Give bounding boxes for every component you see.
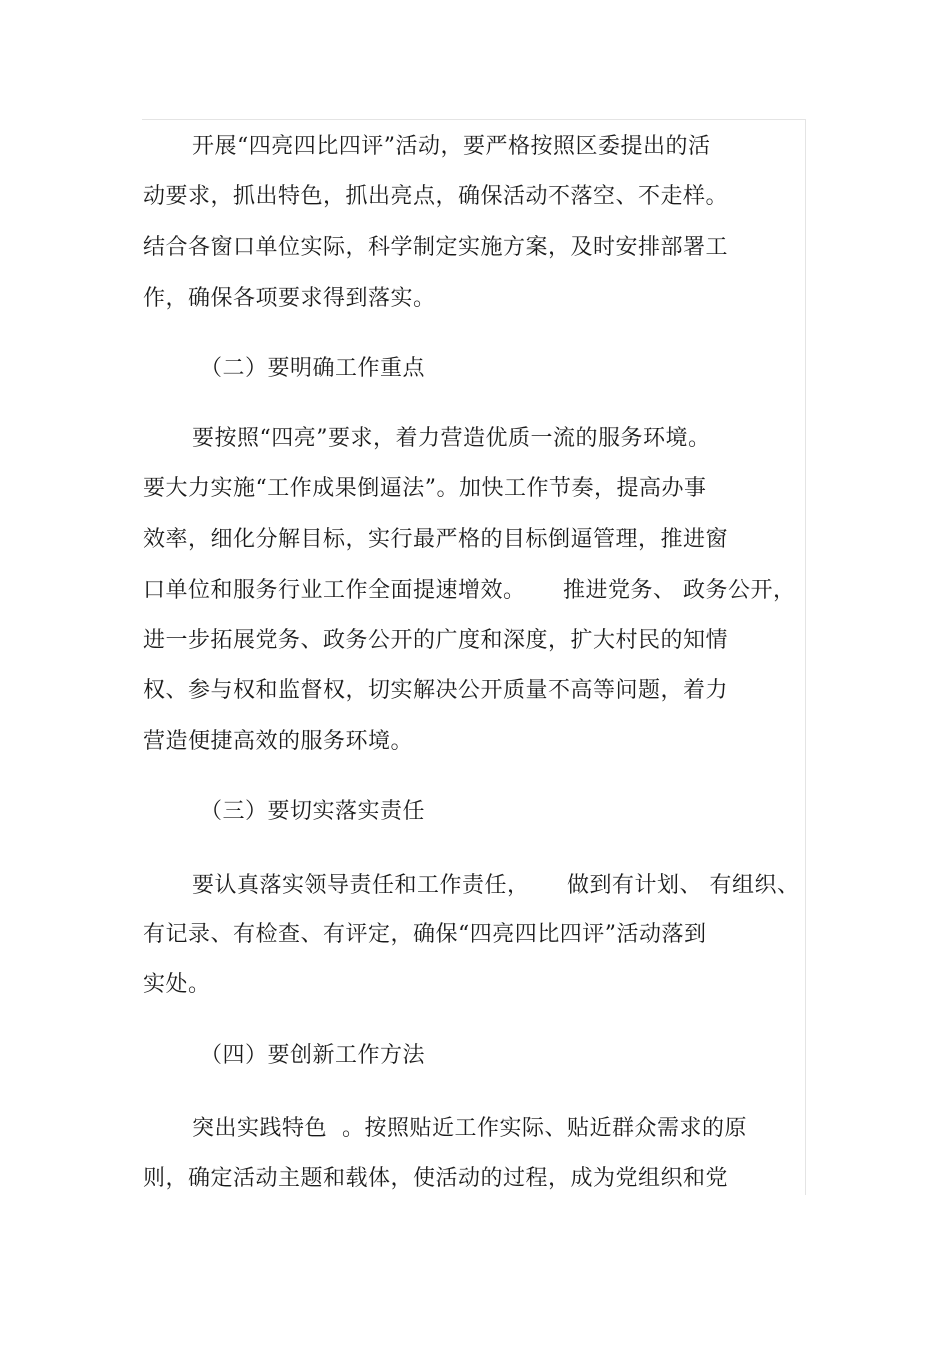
paragraph-line: 有记录、有检查、有评定，确保“四亮四比四评”活动落到	[143, 922, 707, 947]
paragraph-line: 营造便捷高效的服务环境。	[143, 729, 414, 754]
section-heading: （二）要明确工作重点	[200, 356, 426, 381]
paragraph-line: 效率，细化分解目标，实行最严格的目标倒逼管理，推进窗	[143, 527, 729, 552]
paragraph-line: 要认真落实领导责任和工作责任， 做到有计划、 有组织、	[192, 873, 800, 898]
paragraph-line: 进一步拓展党务、政务公开的广度和深度，扩大村民的知情	[143, 628, 729, 653]
paragraph-line: 结合各窗口单位实际，科学制定实施方案，及时安排部署工	[143, 235, 729, 260]
section-heading: （三）要切实落实责任	[200, 799, 426, 824]
paragraph-line: 作，确保各项要求得到落实。	[143, 286, 436, 311]
page-border	[142, 119, 806, 1195]
paragraph-line: 突出实践特色 。按照贴近工作实际、贴近群众需求的原	[192, 1116, 747, 1141]
paragraph-line: 则，确定活动主题和载体，使活动的过程，成为党组织和党	[143, 1166, 729, 1191]
paragraph-line: 开展“四亮四比四评”活动，要严格按照区委提出的活	[192, 134, 711, 159]
paragraph-line: 动要求，抓出特色，抓出亮点，确保活动不落空、不走样。	[143, 184, 729, 209]
section-heading: （四）要创新工作方法	[200, 1043, 426, 1068]
paragraph-line: 要大力实施“工作成果倒逼法”。加快工作节奏，提高办事	[143, 476, 707, 501]
paragraph-line: 要按照“四亮”要求，着力营造优质一流的服务环境。	[192, 426, 711, 451]
paragraph-line: 权、参与权和监督权，切实解决公开质量不高等问题，着力	[143, 678, 729, 703]
paragraph-line: 口单位和服务行业工作全面提速增效。 推进党务、 政务公开，	[143, 578, 796, 603]
paragraph-line: 实处。	[143, 972, 211, 997]
